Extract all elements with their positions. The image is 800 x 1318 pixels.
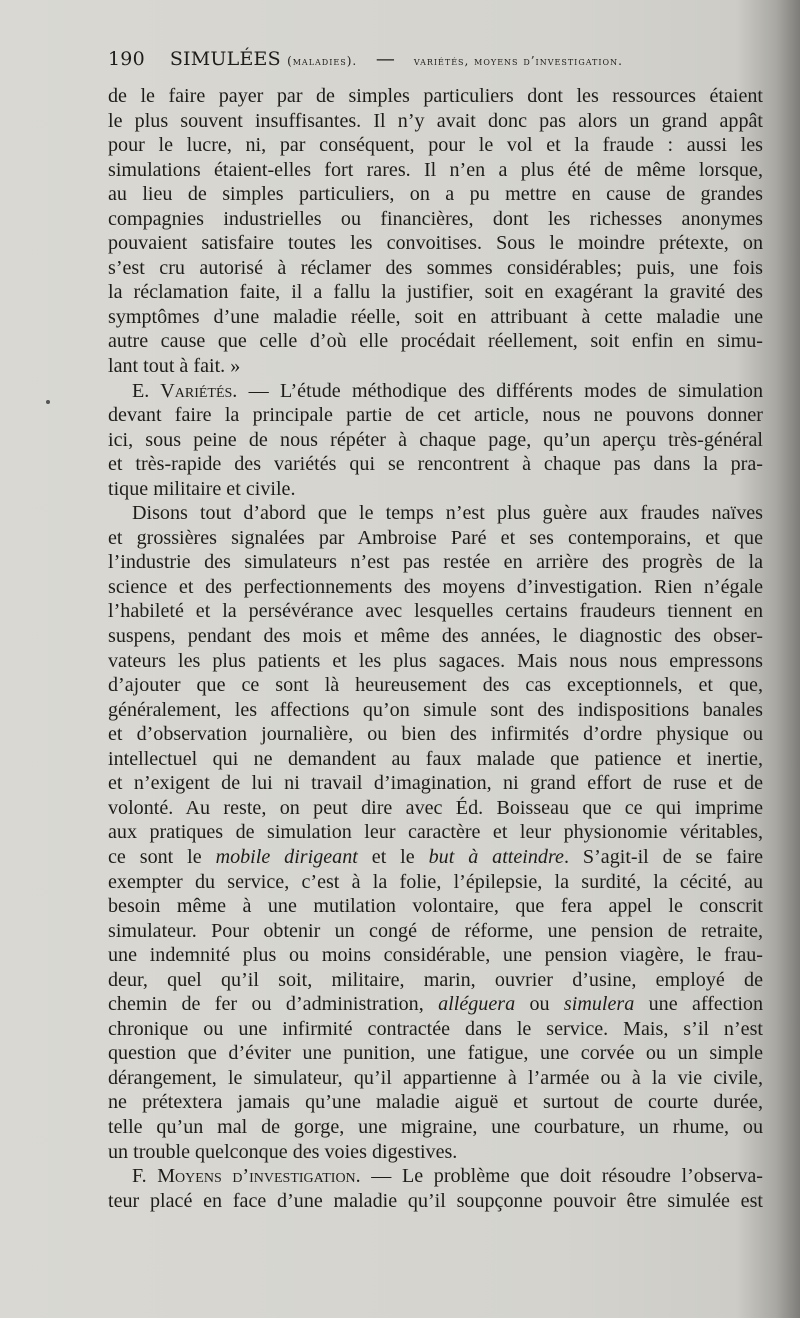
text-line: et très-rapide des variétés qui se rencontrent à chaque pas dans la pra- [108, 453, 763, 476]
text-segment: chemin de fer ou d’administration, [108, 993, 439, 1016]
text-line: compagnies industrielles ou financières, dont les richesses anonymes [108, 207, 763, 230]
text-line: pour le lucre, ni, par conséquent, pour le vol et la fraude : aussi les [108, 134, 763, 157]
running-header [108, 48, 768, 70]
text-line: volonté. Au reste, on peut dire avec Éd. Boisseau que ce qui imprime [108, 796, 763, 819]
section-heading: E. Variétés. [132, 379, 238, 402]
text-line: simulations étaient-elles fort rares. Il n’en a plus été de même lorsque, [108, 158, 763, 181]
italic-term: mobile dirigeant [215, 845, 358, 868]
section-varietes [108, 379, 763, 502]
text-segment: L’étude méthodique des différents modes de simulation [280, 379, 764, 402]
text-line: un trouble quelconque des voies digestives. [108, 1140, 458, 1163]
section-heading-line [108, 1164, 763, 1189]
text-line: devant faire la principale partie de cet article, nous ne pouvons donner [108, 404, 763, 427]
heading-dash: — [371, 1165, 392, 1188]
text-line: telle qu’un mal de gorge, une migraine, une courbature, un rhume, ou [108, 1115, 763, 1138]
margin-mark [46, 400, 50, 404]
text-line: tique militaire et civile. [108, 477, 296, 500]
text-line: d’ajouter que ce sont là heureusement des cas exceptionnels, et que, [108, 674, 763, 697]
text-line: et grossières signalées par Ambroise Paré et ses contemporains, et que [108, 526, 763, 549]
text-line: intellectuel qui ne demandent au faux malade que patience et inertie, [108, 747, 763, 770]
text-line: exempter du service, c’est à la folie, l’épilepsie, la surdité, la cécité, au [108, 870, 763, 893]
section-moyens-investigation [108, 1164, 763, 1213]
text-line: question que d’éviter une punition, une fatigue, une corvée ou un simple [108, 1042, 763, 1065]
text-line: dérangement, le simulateur, qu’il appartienne à l’armée ou à la vie civile, [108, 1066, 763, 1089]
text-line: vateurs les plus patients et les plus sagaces. Mais nous nous empressons [108, 649, 763, 672]
text-line-italic [108, 992, 763, 1017]
italic-term: simulera [563, 993, 635, 1016]
text-line: au lieu de simples particuliers, on a pu mettre en cause de grandes [108, 183, 763, 206]
header-dash: — [375, 48, 396, 70]
text-line: l’habileté et la persévérance avec lesquelles certains fraudeurs tiennent en [108, 600, 763, 623]
header-title: SIMULÉES [169, 48, 281, 70]
text-line: besoin même à une mutilation volontaire, que fera appel le conscrit [108, 895, 763, 918]
text-segment: Le problème que doit résoudre l’observa- [402, 1165, 763, 1188]
text-segment: ou [515, 993, 564, 1016]
text-line: généralement, les affections qu’on simule sont des indispositions banales [108, 698, 763, 721]
paragraph-1 [108, 84, 763, 379]
text-line: ne prétextera jamais qu’une maladie aiguë et surtout de courte durée, [108, 1091, 763, 1114]
body-text [108, 84, 763, 1213]
heading-dash: — [248, 379, 269, 402]
text-segment: . S’agit-il de se faire [563, 845, 764, 868]
text-line: l’industrie des simulateurs n’est pas restée en arrière des progrès de la [108, 551, 763, 574]
text-segment: ce sont le [108, 845, 216, 868]
text-line: et d’observation journalière, ou bien des infirmités d’ordre physique ou [108, 723, 763, 746]
text-line: la réclamation faite, il a fallu la justifier, soit en exagérant la gravité des [108, 281, 763, 304]
text-line: aux pratiques de simulation leur caractère et leur physionomie véritables, [108, 821, 763, 844]
text-line: lant tout à fait. » [108, 355, 241, 378]
text-line-italic [108, 845, 763, 870]
text-line: suspens, pendant des mois et même des années, le diagnostic des obser- [108, 625, 763, 648]
section-heading-line [108, 379, 763, 404]
text-line: autre cause que celle d’où elle procédait réellement, soit enfin en simu- [108, 330, 763, 353]
text-line: chronique ou une infirmité contractée dans le service. Mais, s’il n’est [108, 1017, 763, 1040]
text-line: et n’exigent de lui ni travail d’imagination, ni grand effort de ruse et de [108, 772, 763, 795]
header-section: (maladies). [287, 54, 358, 68]
text-line: deur, quel qu’il soit, militaire, marin, ouvrier d’usine, employé de [108, 968, 763, 991]
section-heading: F. Moyens d’investigation. [132, 1165, 361, 1188]
text-line: de le faire payer par de simples particuliers dont les ressources étaient [108, 85, 763, 107]
italic-term: but à atteindre [428, 845, 564, 868]
text-line: s’est cru autorisé à réclamer des sommes considérables; puis, une fois [108, 256, 763, 279]
text-line: ici, sous peine de nous répéter à chaque page, qu’un aperçu très-général [108, 428, 763, 451]
text-segment: et le [357, 845, 429, 868]
text-line: le plus souvent insuffisantes. Il n’y avait donc pas alors un grand appât [108, 109, 763, 132]
text-line: symptômes d’une maladie réelle, soit en attribuant à cette maladie une [108, 305, 763, 328]
text-line: teur placé en face d’une maladie qu’il soupçonne pouvoir être simulée est [108, 1189, 763, 1212]
header-subtitle: variétés, moyens d’investigation. [413, 54, 623, 68]
page-number: 190 [108, 48, 145, 70]
text-line: simulateur. Pour obtenir un congé de réforme, une pension de retraite, [108, 919, 763, 942]
text-segment: une affection [634, 993, 763, 1016]
text-line: pouvaient satisfaire toutes les convoitises. Sous le moindre prétexte, on [108, 232, 763, 255]
text-line: Disons tout d’abord que le temps n’est plus guère aux fraudes naïves [132, 502, 763, 525]
text-line: une indemnité plus ou moins considérable, une pension viagère, le frau- [108, 944, 763, 967]
text-line: science et des perfectionnements des moyens d’investigation. Rien n’égale [108, 575, 763, 598]
italic-term: alléguera [438, 993, 516, 1016]
paragraph-3 [108, 501, 763, 1164]
